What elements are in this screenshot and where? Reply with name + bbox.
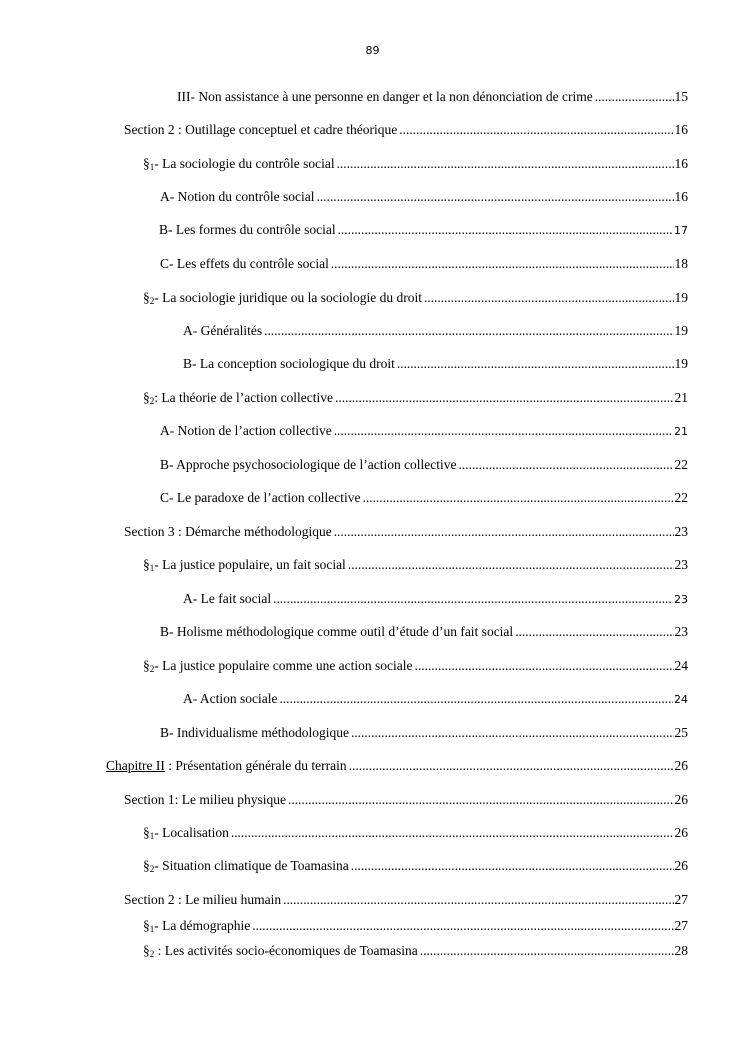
dot-leader — [334, 423, 673, 439]
dot-leader — [338, 222, 673, 238]
toc-entry[interactable] — [159, 222, 688, 242]
toc-entry-page: 16 — [674, 189, 688, 204]
toc-entry-title: - Localisation — [154, 825, 229, 840]
dot-leader — [273, 591, 673, 607]
toc-entry-title: - La démographie — [154, 918, 251, 933]
toc-entry[interactable] — [160, 725, 688, 745]
dot-leader — [348, 557, 674, 573]
dot-leader — [595, 89, 674, 105]
toc-entry-label: Section 2 : Outillage conceptuel et cadre théorique — [124, 122, 398, 137]
toc-entry-page: 19 — [674, 323, 688, 338]
toc-entry[interactable] — [160, 490, 688, 510]
toc-entry-page: 23 — [674, 524, 688, 539]
toc-entry-label: Section 2 : Le milieu humain — [124, 892, 282, 907]
toc-entry-title: - La sociologie du contrôle social — [154, 156, 335, 171]
section-subscript: 1 — [149, 924, 155, 934]
dot-leader — [231, 825, 674, 841]
section-subscript: 2 — [149, 664, 155, 674]
section-symbol: § — [143, 390, 150, 405]
toc-entry-label: A- Notion du contrôle social — [160, 189, 315, 204]
toc-entry-page: 26 — [674, 825, 688, 840]
toc-entry-label — [143, 658, 413, 674]
toc-entry[interactable] — [124, 892, 688, 912]
toc-entry-page: 26 — [674, 758, 688, 773]
section-subscript: 2 — [149, 864, 155, 874]
toc-entry-title: : La théorie de l’action collective — [154, 390, 334, 405]
section-subscript: 1 — [149, 563, 155, 573]
toc-entry-page: 18 — [674, 256, 688, 271]
chapter-link[interactable]: Chapitre II — [106, 758, 165, 773]
toc-entry-label: III- Non assistance à une personne en danger et la non dénonciation de crime — [177, 89, 593, 104]
toc-entry[interactable] — [143, 557, 688, 577]
toc-entry-page: 22 — [674, 457, 688, 472]
toc-entry-page: 25 — [674, 725, 688, 740]
toc-entry-label: C- Les effets du contrôle social — [160, 256, 329, 271]
toc-entry[interactable] — [177, 89, 688, 109]
page-number: 89 — [365, 44, 380, 57]
toc-entry-page: 26 — [674, 858, 688, 873]
toc-entry-page: 16 — [674, 156, 688, 171]
toc-entry[interactable] — [124, 524, 688, 544]
toc-entry[interactable] — [183, 691, 688, 711]
toc-entry[interactable] — [143, 390, 688, 410]
toc-entry-label — [143, 943, 418, 959]
toc-entry-label: C- Le paradoxe de l’action collective — [160, 490, 361, 505]
toc-entry[interactable] — [124, 792, 688, 812]
toc-entry[interactable] — [160, 189, 688, 209]
section-subscript: 1 — [149, 831, 155, 841]
toc-entry[interactable] — [183, 591, 688, 611]
toc-entry-label: A- Le fait social — [183, 591, 272, 606]
toc-entry-label: Section 1: Le milieu physique — [124, 792, 286, 807]
dot-leader — [252, 918, 673, 934]
toc-entry-title: - La sociologie juridique ou la sociologie du droit — [154, 290, 422, 305]
dot-leader — [331, 256, 674, 272]
section-subscript: 2 — [149, 296, 155, 306]
dot-leader — [363, 490, 674, 506]
toc-entry-page: 26 — [674, 792, 688, 807]
toc-entry-label — [143, 290, 422, 306]
toc-entry-page: 16 — [674, 122, 688, 137]
toc-entry-page: 27 — [674, 892, 688, 907]
toc-entry-page: 22 — [674, 490, 688, 505]
dot-leader — [337, 156, 674, 172]
toc-entry-title: - La justice populaire comme une action sociale — [154, 658, 413, 673]
toc-entry-page: 23 — [674, 624, 688, 639]
toc-entry-label — [143, 918, 250, 934]
dot-leader — [515, 624, 673, 640]
dot-leader — [279, 691, 673, 707]
section-subscript: 2 — [149, 396, 155, 406]
dot-leader — [415, 658, 674, 674]
dot-leader — [424, 290, 674, 306]
toc-entry-label: B- Les formes du contrôle social — [159, 222, 336, 237]
toc-entry[interactable] — [143, 918, 688, 938]
section-symbol: § — [143, 290, 150, 305]
toc-entry-page: 28 — [674, 943, 688, 958]
toc-entry-label: B- Individualisme méthodologique — [160, 725, 349, 740]
toc-entry[interactable] — [160, 457, 688, 477]
toc-entry[interactable] — [160, 624, 688, 644]
toc-entry-page: 19 — [674, 356, 688, 371]
toc-entry-page: 24 — [674, 658, 688, 673]
section-subscript: 1 — [149, 162, 155, 172]
toc-entry[interactable] — [183, 323, 688, 343]
section-symbol: § — [143, 557, 150, 572]
toc-entry-label: B- Approche psychosociologique de l’action collective — [160, 457, 457, 472]
toc-entry-label — [143, 557, 346, 573]
toc-entry[interactable] — [143, 290, 688, 310]
dot-leader — [283, 892, 673, 908]
dot-leader — [316, 189, 673, 205]
toc-entry[interactable] — [124, 122, 688, 142]
dot-leader — [459, 457, 674, 473]
section-symbol: § — [143, 943, 150, 958]
toc-entry-page: 15 — [674, 89, 688, 104]
toc-entry-page: 24 — [674, 693, 688, 706]
section-symbol: § — [143, 156, 150, 171]
section-symbol: § — [143, 918, 150, 933]
toc-entry-label — [106, 758, 347, 774]
toc-entry-label: A- Action sociale — [183, 691, 278, 706]
toc-entry[interactable] — [143, 858, 688, 878]
dot-leader — [349, 758, 674, 774]
toc-entry-label — [143, 858, 349, 874]
toc-entry-label — [143, 156, 335, 172]
toc-entry-title: : Présentation générale du terrain — [164, 758, 347, 773]
toc-entry-label: A- Généralités — [183, 323, 263, 338]
toc-entry-page: 21 — [674, 425, 688, 438]
toc-entry-page: 17 — [674, 224, 688, 237]
toc-entry-label — [143, 390, 333, 406]
dot-leader — [264, 323, 673, 339]
section-symbol: § — [143, 858, 150, 873]
section-subscript: 2 — [149, 949, 155, 959]
toc-entry-page: 19 — [674, 290, 688, 305]
toc-entry-title: : Les activités socio-économiques de Toamasina — [154, 943, 418, 958]
dot-leader — [399, 122, 673, 138]
dot-leader — [351, 858, 674, 874]
toc-entry-page: 27 — [674, 918, 688, 933]
dot-leader — [351, 725, 674, 741]
toc-entry-label: A- Notion de l’action collective — [160, 423, 332, 438]
toc-entry[interactable] — [143, 943, 688, 963]
toc-entry-title: - La justice populaire, un fait social — [154, 557, 346, 572]
section-symbol: § — [143, 658, 150, 673]
toc-entry-label: B- La conception sociologique du droit — [183, 356, 395, 371]
toc-entry[interactable] — [143, 156, 688, 176]
toc-entry-label: B- Holisme méthodologique comme outil d’étude d’un fait social — [160, 624, 514, 639]
dot-leader — [397, 356, 674, 372]
toc-entry[interactable] — [143, 658, 688, 678]
toc-entry-label: Section 3 : Démarche méthodologique — [124, 524, 332, 539]
toc-entry-page: 23 — [674, 557, 688, 572]
toc-entry-page: 21 — [674, 390, 688, 405]
dot-leader — [288, 792, 674, 808]
toc-entry[interactable] — [160, 423, 688, 443]
toc-entry[interactable] — [143, 825, 688, 845]
dot-leader — [420, 943, 674, 959]
toc-entry[interactable] — [183, 356, 688, 376]
dot-leader — [334, 524, 674, 540]
dot-leader — [335, 390, 673, 406]
toc-entry-label — [143, 825, 229, 841]
toc-entry[interactable] — [106, 758, 688, 778]
section-symbol: § — [143, 825, 150, 840]
toc-entry-page: 23 — [674, 593, 688, 606]
toc-entry-title: - Situation climatique de Toamasina — [154, 858, 349, 873]
toc-entry[interactable] — [160, 256, 688, 276]
